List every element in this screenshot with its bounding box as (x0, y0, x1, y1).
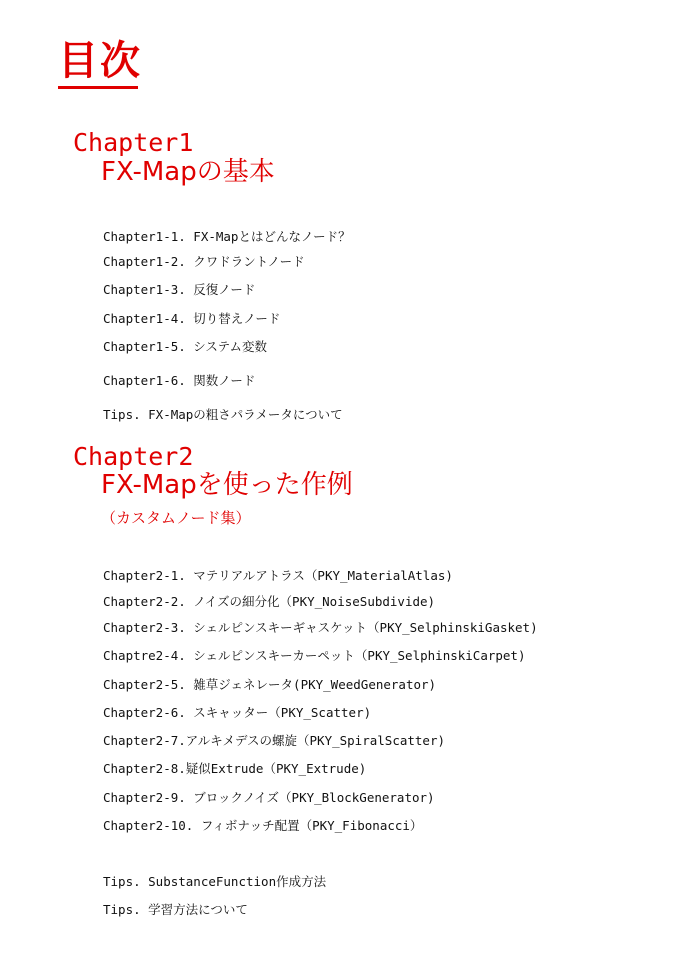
toc-item-chapter1-2[interactable]: Chapter1-2. クワドラントノード (103, 254, 305, 269)
toc-item-chapter2-9[interactable]: Chapter2-9. ブロックノイズ（PKY_BlockGenerator) (103, 790, 435, 805)
toc-item-chapter2-1[interactable]: Chapter2-1. マテリアルアトラス（PKY_MaterialAtlas) (103, 568, 453, 583)
toc-item-chapter1-6[interactable]: Chapter1-6. 関数ノード (103, 373, 256, 388)
toc-item-tips-substance-function[interactable]: Tips. SubstanceFunction作成方法 (103, 874, 327, 889)
toc-item-chapter2-6[interactable]: Chapter2-6. スキャッター（PKY_Scatter) (103, 705, 372, 720)
toc-item-tips-learning[interactable]: Tips. 学習方法について (103, 902, 248, 917)
chapter2-subtitle[interactable]: FX-Mapを使った作例 (101, 470, 353, 500)
title-underline (58, 86, 138, 89)
toc-item-chapter1-4[interactable]: Chapter1-4. 切り替えノード (103, 311, 281, 326)
toc-item-chapter1-3[interactable]: Chapter1-3. 反復ノード (103, 282, 256, 297)
chapter2-heading[interactable]: Chapter2 (73, 442, 194, 471)
toc-item-chapter1-5[interactable]: Chapter1-5. システム変数 (103, 339, 268, 354)
chapter1-subtitle[interactable]: FX-Mapの基本 (101, 157, 275, 187)
toc-item-chapter2-2[interactable]: Chapter2-2. ノイズの細分化（PKY_NoiseSubdivide) (103, 594, 436, 609)
toc-item-chapter1-1[interactable]: Chapter1-1. FX-Mapとはどんなノード？ (103, 229, 351, 244)
toc-item-chapter2-10[interactable]: Chapter2-10. フィボナッチ配置（PKY_Fibonacci） (103, 818, 423, 833)
toc-item-chapter2-4[interactable]: Chaptre2-4. シェルピンスキーカーペット（PKY_SelphinskiCarpet) (103, 648, 526, 663)
page-title: 目次 (58, 38, 142, 84)
chapter2-note: （カスタムノード集） (101, 509, 251, 527)
toc-item-chapter2-8[interactable]: Chapter2-8.疑似Extrude（PKY_Extrude) (103, 761, 367, 776)
toc-item-chapter1-tips[interactable]: Tips. FX-Mapの粗さパラメータについて (103, 407, 343, 422)
toc-item-chapter2-3[interactable]: Chapter2-3. シェルピンスキーギャスケット（PKY_SelphinskiGasket) (103, 620, 538, 635)
chapter1-heading[interactable]: Chapter1 (73, 128, 194, 157)
toc-item-chapter2-7[interactable]: Chapter2-7.アルキメデスの螺旋（PKY_SpiralScatter) (103, 733, 445, 748)
toc-item-chapter2-5[interactable]: Chapter2-5. 雑草ジェネレータ(PKY_WeedGenerator) (103, 677, 437, 692)
